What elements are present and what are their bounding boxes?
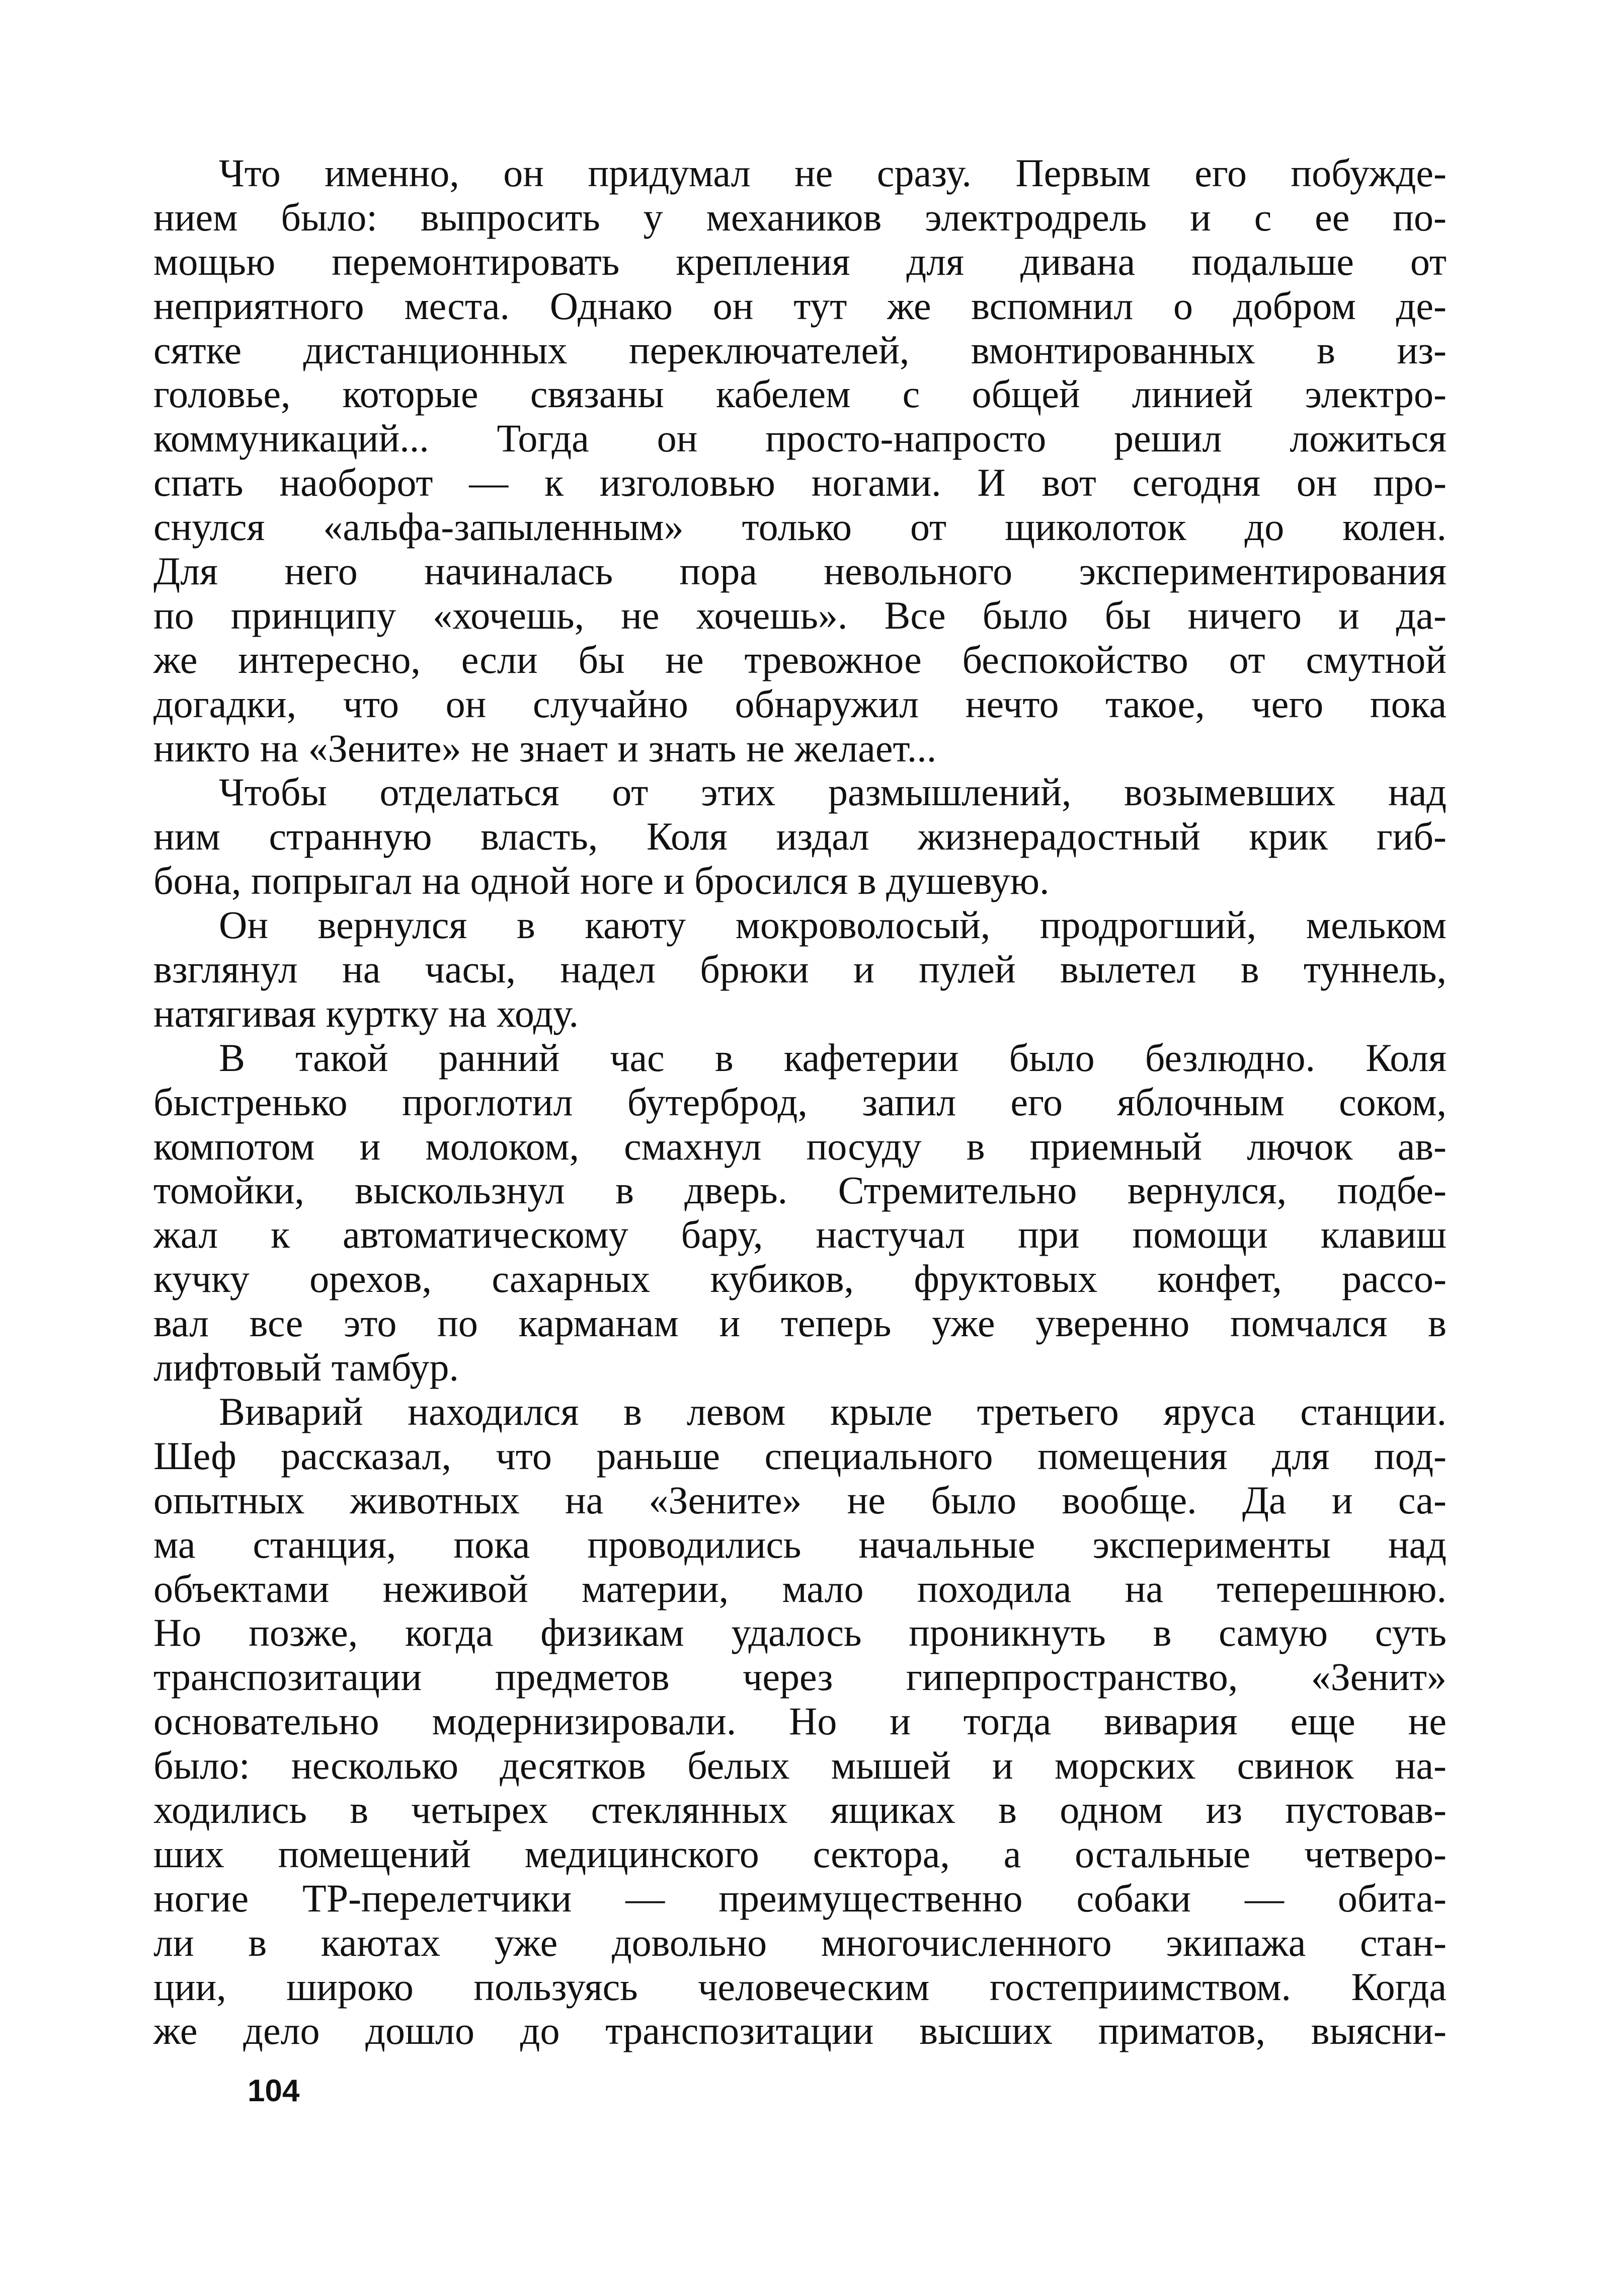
text-line: же дело дошло до транспозитации высших приматов, выясни- [153,2009,1447,2053]
text-line: Но позже, когда физикам удалось проникнуть в самую суть [153,1611,1447,1655]
text-line: Чтобы отделаться от этих размышлений, возымевших над [219,770,1447,814]
text-line: было: несколько десятков белых мышей и морских свинок на- [153,1743,1447,1788]
text-line: компотом и молоком, смахнул посуду в приемный лючок ав- [153,1124,1447,1168]
text-line: взглянул на часы, надел брюки и пулей вылетел в туннель, [153,947,1447,991]
text-line: снулся «альфа-запыленным» только от щиколоток до колен. [153,505,1447,549]
text-line: ногие ТР-перелетчики — преимущественно собаки — обита- [153,1876,1447,1920]
text-line: жал к автоматическому бару, настучал при помощи клавиш [153,1212,1447,1257]
text-line: натягивая куртку на ходу. [153,991,579,1035]
text-line: Шеф рассказал, что раньше специального помещения для под- [153,1433,1447,1478]
text-line: ма станция, пока проводились начальные эксперименты над [153,1522,1447,1566]
text-line: быстренько проглотил бутерброд, запил его яблочным соком, [153,1080,1447,1124]
text-line: мощью перемонтировать крепления для дивана подальше от [153,239,1447,283]
text-line: Он вернулся в каюту мокроволосый, продрогший, мельком [219,903,1447,947]
text-line: кучку орехов, сахарных кубиков, фруктовых конфет, рассо- [153,1257,1447,1301]
text-line: ли в каютах уже довольно многочисленного экипажа стан- [153,1920,1447,1964]
text-line: неприятного места. Однако он тут же вспомнил о добром де- [153,283,1447,328]
text-line: Виварий находился в левом крыле третьего яруса станции. [219,1389,1447,1433]
text-line: ним странную власть, Коля издал жизнерадостный крик гиб- [153,814,1447,859]
text-line: В такой ранний час в кафетерии было безлюдно. Коля [219,1035,1447,1080]
text-line: объектами неживой материи, мало походила на теперешнюю. [153,1566,1447,1611]
text-line: основательно модернизировали. Но и тогда вивария еще не [153,1699,1447,1743]
text-line: бона, попрыгал на одной ноге и бросился в душевую. [153,859,1050,903]
text-line: Что именно, он придумал не сразу. Первым его побужде- [219,151,1447,195]
text-line: никто на «Зените» не знает и знать не желает... [153,726,937,770]
text-line: томойки, выскользнул в дверь. Стремительно вернулся, подбе- [153,1168,1447,1212]
text-line: нием было: выпросить у механиков электродрель и с ее по- [153,195,1447,239]
text-line: Для него начиналась пора невольного экспериментирования [153,549,1447,593]
text-line: опытных животных на «Зените» не было вообще. Да и са- [153,1478,1447,1522]
text-line: ходились в четырех стеклянных ящиках в одном из пустовав- [153,1787,1447,1831]
text-line: ших помещений медицинского сектора, а остальные четверо- [153,1831,1447,1876]
text-line: лифтовый тамбур. [153,1345,459,1390]
text-line: коммуникаций... Тогда он просто-напросто решил ложиться [153,416,1447,461]
text-line: по принципу «хочешь, не хочешь». Все было бы ничего и да- [153,593,1447,637]
text-line: транспозитации предметов через гиперпространство, «Зенит» [153,1655,1447,1699]
text-line: вал все это по карманам и теперь уже уверенно помчался в [153,1301,1447,1345]
text-line: ции, широко пользуясь человеческим гостеприимством. Когда [153,1964,1447,2009]
page-number: 104 [248,2074,300,2108]
text-line: сятке дистанционных переключателей, вмонтированных в из- [153,328,1447,372]
text-line: спать наоборот — к изголовью ногами. И вот сегодня он про- [153,461,1447,505]
text-line: догадки, что он случайно обнаружил нечто такое, чего пока [153,681,1447,726]
text-line: же интересно, если бы не тревожное беспокойство от смутной [153,637,1447,681]
body-text [153,151,1447,2053]
text-line: головье, которые связаны кабелем с общей линией электро- [153,372,1447,416]
